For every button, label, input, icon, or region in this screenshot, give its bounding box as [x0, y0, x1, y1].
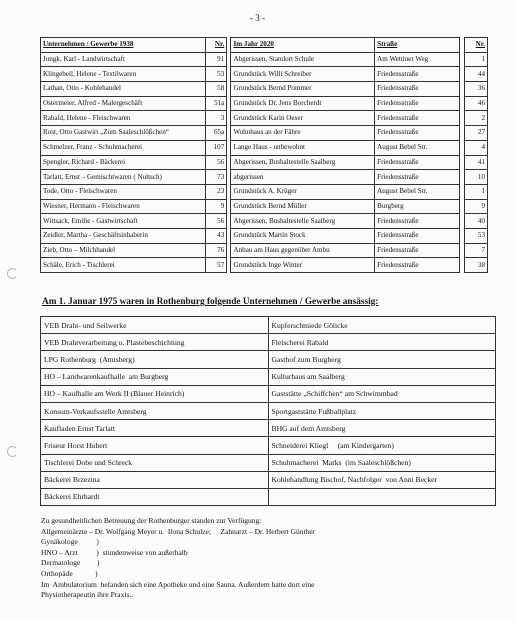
business-table-1975 [40, 316, 496, 506]
cell-number-1938: 3 [205, 111, 226, 126]
cell-number-2020: 9 [464, 199, 487, 214]
cell-number-1938: 51a [205, 96, 226, 111]
table-row [41, 334, 496, 351]
cell-business-left: Bäckerei Brzezina [41, 471, 269, 488]
cell-number-1938: 56 [205, 214, 226, 229]
cell-business-right: Gasthof zum Burgberg [268, 351, 496, 368]
cell-business-right: Sportgaststätte Fußballplatz [268, 402, 496, 419]
cell-business-1938: Ostermeier, Alfred - Malergeschäft [41, 96, 206, 111]
cell-street: Friedensstraße [375, 67, 460, 82]
cell-business-left: Tischlerei Dobe und Schreck [41, 454, 269, 471]
cell-business-left: Bäckerei Ehrhardt [41, 488, 269, 505]
cell-business-1938: Wiesner, Hermann - Fleischwaren [41, 199, 206, 214]
cell-number-1938: 43 [205, 228, 226, 243]
cell-street: Am Wettiner Weg [375, 52, 460, 67]
cell-business-1938: Rabald, Helene - Fleischwaren [41, 111, 206, 126]
cell-business-left: HO – Landwarenkaufhalle am Burgberg [41, 368, 269, 385]
cell-business-1938: Tode, Otto - Fleischwaren [41, 184, 206, 199]
table-row [41, 170, 488, 185]
header-year-2020: Im Jahr 2020 [231, 38, 375, 53]
cell-year-2020: Anbau am Haus gegenüber Ambu [231, 243, 375, 258]
cell-number-1938: 107 [205, 140, 226, 155]
table-row [41, 140, 488, 155]
cell-year-2020: Grundstück Willi Schreiber [231, 67, 375, 82]
cell-year-2020: Grundstück A. Krüger [231, 184, 375, 199]
paragraph-line: Orthopäde ) [41, 568, 98, 578]
cell-number-1938: 58 [205, 82, 226, 97]
cell-year-2020: Grundstück Bernd Pommer [231, 82, 375, 97]
cell-year-2020: Grundstück Martin Stock [231, 228, 375, 243]
cell-year-2020: Grundstück Dr. Jens Borcherdt [231, 96, 375, 111]
table-row [41, 228, 488, 243]
paragraph-line: HNO – Arzt ) stundenweise von außerhalb [41, 547, 188, 557]
cell-number-2020: 36 [464, 82, 487, 97]
cell-street: Burgberg [375, 199, 460, 214]
header-number-1938: Nr. [205, 38, 226, 53]
cell-number-1938: 73 [205, 170, 226, 185]
cell-business-1938: Schäle, Erich - Tischlerei [41, 258, 206, 273]
cell-year-2020: Lange Haus - unbewohnt [231, 140, 375, 155]
table-row [41, 96, 488, 111]
cell-number-1938: 23 [205, 184, 226, 199]
page-number: - 3 - [250, 13, 265, 23]
cell-street: Friedensstraße [375, 258, 460, 273]
cell-street: Friedensstraße [375, 126, 460, 141]
table-row [41, 214, 488, 229]
cell-number-1938: 65a [205, 126, 226, 141]
cell-business-1938: Zeidler, Martha - Geschäftsinhaberin [41, 228, 206, 243]
table-row [41, 111, 488, 126]
cell-business-right: Schuhmacherei Marks (im Saaleschlößchen) [268, 454, 496, 471]
cell-year-2020: Grundstück Bernd Müller [231, 199, 375, 214]
cell-street: Friedensstraße [375, 96, 460, 111]
table-row [41, 126, 488, 141]
table-row [41, 402, 496, 419]
header-street: Straße [375, 38, 460, 53]
cell-number-2020: 38 [464, 258, 487, 273]
cell-number-2020: 1 [464, 52, 487, 67]
cell-street: Friedensstraße [375, 111, 460, 126]
cell-business-left: HO – Kaufhalle am Werk II (Blauer Heinrich) [41, 385, 269, 402]
table-row [41, 488, 496, 505]
cell-year-2020: abgerissen [231, 170, 375, 185]
cell-business-right [268, 488, 496, 505]
table-row [41, 199, 488, 214]
cell-number-2020: 27 [464, 126, 487, 141]
cell-year-2020: Grundstück Inge Winter [231, 258, 375, 273]
cell-number-1938: 53 [205, 67, 226, 82]
table-row [41, 184, 488, 199]
cell-business-right: Schneiderei Kliegl (am Kindergarten) [268, 437, 496, 454]
paragraph-line: Allgemeinärzte – Dr. Wolfgang Meyer u. Ilona Schulze; Zahnarzt – Dr. Herbert Günther [41, 526, 316, 536]
paragraph-line: Gynäkologe ) [41, 537, 99, 547]
cell-year-2020: Abgerissen, Bushaltestelle Saalberg [231, 155, 375, 170]
cell-business-right: Fleischerei Rabald [268, 334, 496, 351]
business-table-1938-2020 [40, 37, 488, 273]
table-row [41, 243, 488, 258]
table-row [41, 420, 496, 437]
cell-year-2020: Grundstück Karin Oeser [231, 111, 375, 126]
cell-street: August Bebel Str. [375, 184, 460, 199]
cell-business-left: VEB Draht- und Seilwerke [41, 317, 269, 334]
cell-street: Friedensstraße [375, 243, 460, 258]
cell-business-1938: Jungk, Karl - Landwirtschaft [41, 52, 206, 67]
cell-business-1938: Wittsack, Emilie - Gastwirtschaft [41, 214, 206, 229]
cell-business-left: Kaufladen Ernst Tarlatt [41, 420, 269, 437]
cell-business-1938: Lathan, Otto - Kohlehandel [41, 82, 206, 97]
cell-business-1938: Klingebeil, Helene - Textilwaren [41, 67, 206, 82]
paragraph-line: Physiotherapeutin ihre Praxis.. [41, 590, 134, 600]
cell-number-1938: 9 [205, 199, 226, 214]
table-row [41, 368, 496, 385]
cell-business-left: Konsum-Verkaufsstelle Amtsberg [41, 402, 269, 419]
cell-business-right: Kohlehandlung Bischof, Nachfolger von Anni Becker [268, 471, 496, 488]
cell-number-2020: 7 [464, 243, 487, 258]
header-number-2020: Nr. [464, 38, 487, 53]
cell-number-2020: 53 [464, 228, 487, 243]
table-row [41, 52, 488, 67]
table-row [41, 471, 496, 488]
cell-business-right: BHG auf dem Amtsberg [268, 420, 496, 437]
cell-street: Friedensstraße [375, 228, 460, 243]
cell-business-1938: Schmelzer, Franz - Schuhmacherei [41, 140, 206, 155]
cell-street: August Bebel Str. [375, 140, 460, 155]
punch-hole-mark [7, 268, 18, 279]
table-row [41, 437, 496, 454]
cell-number-2020: 1 [464, 184, 487, 199]
cell-business-left: VEB Drahtverarbeitung u. Plastebeschichtung [41, 334, 269, 351]
cell-number-1938: 91 [205, 52, 226, 67]
cell-year-2020: Wohnhaus an der Fähre [231, 126, 375, 141]
paragraph-line: Im Ambulatorium befanden sich eine Apotheke und eine Sauna. Außerdem hatte dort eine [41, 579, 315, 589]
table-row [41, 317, 496, 334]
cell-street: Friedensstraße [375, 170, 460, 185]
healthcare-paragraph [41, 516, 315, 601]
table-row [41, 258, 488, 273]
section-heading-1975: Am 1. Januar 1975 waren in Rothenburg folgende Unternehmen / Gewerbe ansässig: [42, 297, 379, 307]
cell-business-1938: Zieb, Otto – Milchhandel [41, 243, 206, 258]
table-row [41, 82, 488, 97]
cell-business-1938: Rost, Otto Gastwirt „Zum Saaleschlößchen“ [41, 126, 206, 141]
table-row [41, 155, 488, 170]
cell-year-2020: Abgerissen, Bushaltestelle Saalberg [231, 214, 375, 229]
cell-number-2020: 4 [464, 140, 487, 155]
header-business-1938: Unternehmen / Gewerbe 1938 [41, 38, 206, 53]
cell-number-2020: 41 [464, 155, 487, 170]
cell-business-right: Kulturhaus am Saalberg [268, 368, 496, 385]
cell-number-2020: 40 [464, 214, 487, 229]
cell-number-2020: 2 [464, 111, 487, 126]
cell-number-2020: 46 [464, 96, 487, 111]
paragraph-line: Zu gesundheitlichen Betreuung der Rothenburger standen zur Verfügung: [41, 516, 262, 525]
cell-business-right: Gaststätte „Schiffchen“ am Schwimmbad [268, 385, 496, 402]
table-header-row [41, 38, 488, 53]
paragraph-line: Dermatologe ) [41, 558, 100, 568]
cell-business-1938: Tarlatt, Ernst – Gemischtwaren ( Nultsch) [41, 170, 206, 185]
table-row [41, 385, 496, 402]
punch-hole-mark [7, 446, 18, 457]
cell-number-1938: 76 [205, 243, 226, 258]
cell-street: Friedensstraße [375, 82, 460, 97]
table-row [41, 351, 496, 368]
cell-street: Friedensstraße [375, 155, 460, 170]
table-row [41, 454, 496, 471]
table-row [41, 67, 488, 82]
cell-business-left: Friseur Horst Hubert [41, 437, 269, 454]
cell-business-left: LPG Rothenburg (Amtsberg) [41, 351, 269, 368]
cell-street: Friedensstraße [375, 214, 460, 229]
cell-number-1938: 57 [205, 258, 226, 273]
cell-number-2020: 44 [464, 67, 487, 82]
cell-business-1938: Spengler, Richard - Bäckerei [41, 155, 206, 170]
cell-year-2020: Abgerissen, Standort Schule [231, 52, 375, 67]
cell-number-1938: 56 [205, 155, 226, 170]
cell-business-right: Kupferschmiede Gölicke [268, 317, 496, 334]
cell-number-2020: 10 [464, 170, 487, 185]
